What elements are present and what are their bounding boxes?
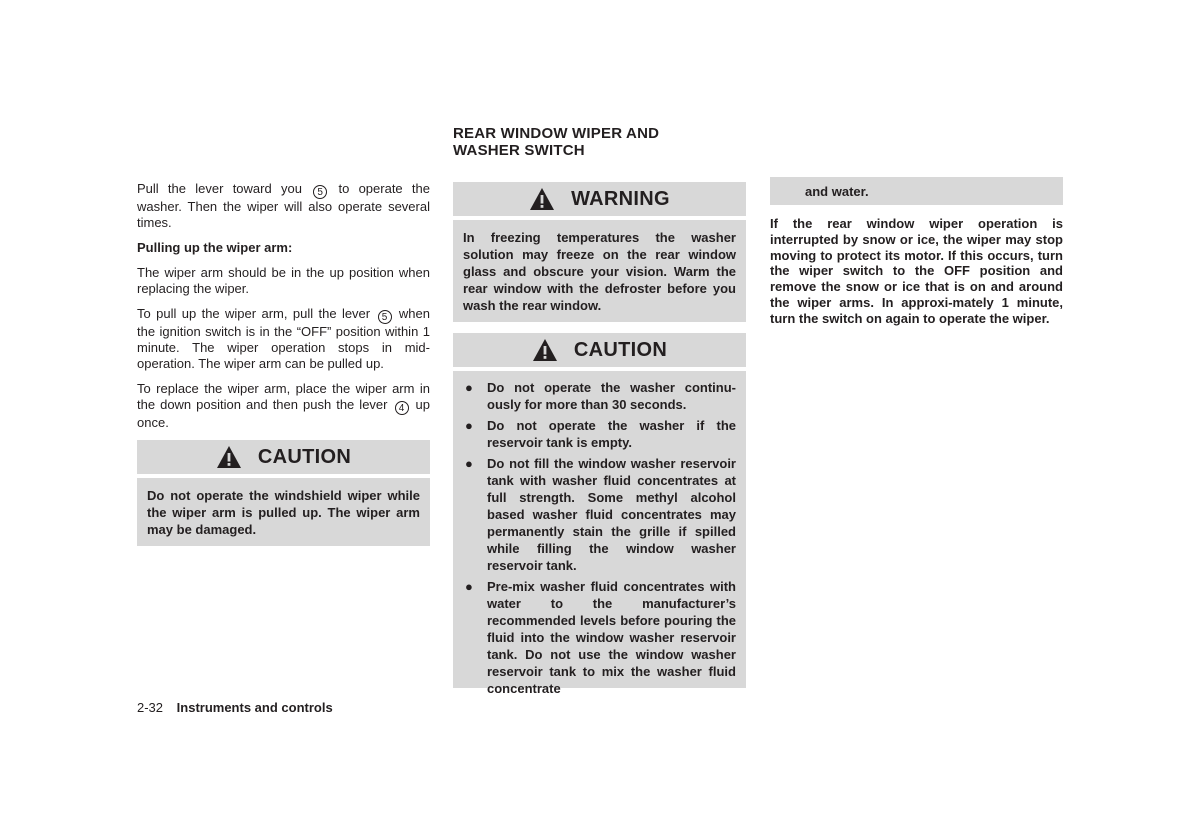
list-item: ● Pre-mix washer fluid concentrates with water to the manufacturer’s recommended levels before pouring the fluid into the window washer reservoir tank. Do not use the window washer reservoir tank to mix the washer fluid concentrate (465, 579, 736, 696)
paragraph-pull-up: To pull up the wiper arm, pull the lever 5 when the ignition switch is in the “OFF” position within 1 minute. The wiper operation stops in mid-operation. The wiper arm can be pulled up. (137, 306, 430, 371)
lever-marker-5: 5 (313, 185, 327, 199)
caution-header (453, 333, 746, 367)
left-column (137, 181, 430, 546)
right-column (770, 177, 1063, 327)
bullet-list (463, 379, 736, 697)
page-number: 2-32 (137, 700, 164, 715)
warning-box (453, 182, 746, 322)
middle-column (453, 125, 746, 696)
list-item: ● Do not fill the window washer reservoir tank with washer fluid concentrates at full strength. Some methyl alcohol based washer fluid concentrates may permanently stain the grille if spilled while filling the window washer reservoir tank. (465, 456, 736, 573)
caution-label: CAUTION (257, 445, 352, 468)
list-item: ● Do not operate the washer continu-ously for more than 30 seconds. (465, 380, 736, 412)
warning-label: WARNING (571, 187, 670, 210)
warning-triangle-icon (532, 338, 558, 362)
paragraph-replace: To replace the wiper arm, place the wiper arm in the down position and then push the lever 4 up once. (137, 381, 430, 430)
caution-box-left (137, 440, 430, 546)
caution-continued: and water. (770, 177, 1063, 205)
footer-section-title: Instruments and controls (176, 700, 333, 715)
subheading-pulling-up: Pulling up the wiper arm: (137, 240, 293, 255)
lever-marker-5: 5 (378, 310, 392, 324)
list-item: ● Do not operate the washer if the reservoir tank is empty. (465, 418, 736, 450)
paragraph-up-position: The wiper arm should be in the up position when replacing the wiper. (137, 265, 430, 296)
warning-text: In freezing temperatures the washer solution may freeze on the rear window glass and obscure your vision. Warm the rear window with the defroster before you wash the rear window. (453, 220, 746, 322)
warning-triangle-icon (216, 445, 242, 469)
page-footer (137, 700, 333, 715)
caution-header (137, 440, 430, 474)
warning-triangle-icon (529, 187, 555, 211)
lever-marker-4: 4 (395, 401, 409, 415)
caution-text: Do not operate the windshield wiper while the wiper arm is pulled up. The wiper arm may be damaged. (137, 478, 430, 546)
caution-box-middle (453, 333, 746, 696)
warning-header (453, 182, 746, 216)
caution-label: CAUTION (573, 338, 668, 361)
paragraph-rear-wiper: If the rear window wiper operation is interrupted by snow or ice, the wiper may stop moving to protect its motor. If this occurs, turn the wiper switch to the OFF position and remove the snow or ice that is on and around the wiper arms. In approxi-mately 1 minute, turn the switch on again to operate the wiper. (770, 216, 1063, 326)
caution-bullets (453, 371, 746, 696)
paragraph-washer: Pull the lever toward you 5 to operate the washer. Then the wiper will also operate several times. (137, 181, 430, 230)
section-title: REAR WINDOW WIPER AND WASHER SWITCH (453, 125, 660, 159)
